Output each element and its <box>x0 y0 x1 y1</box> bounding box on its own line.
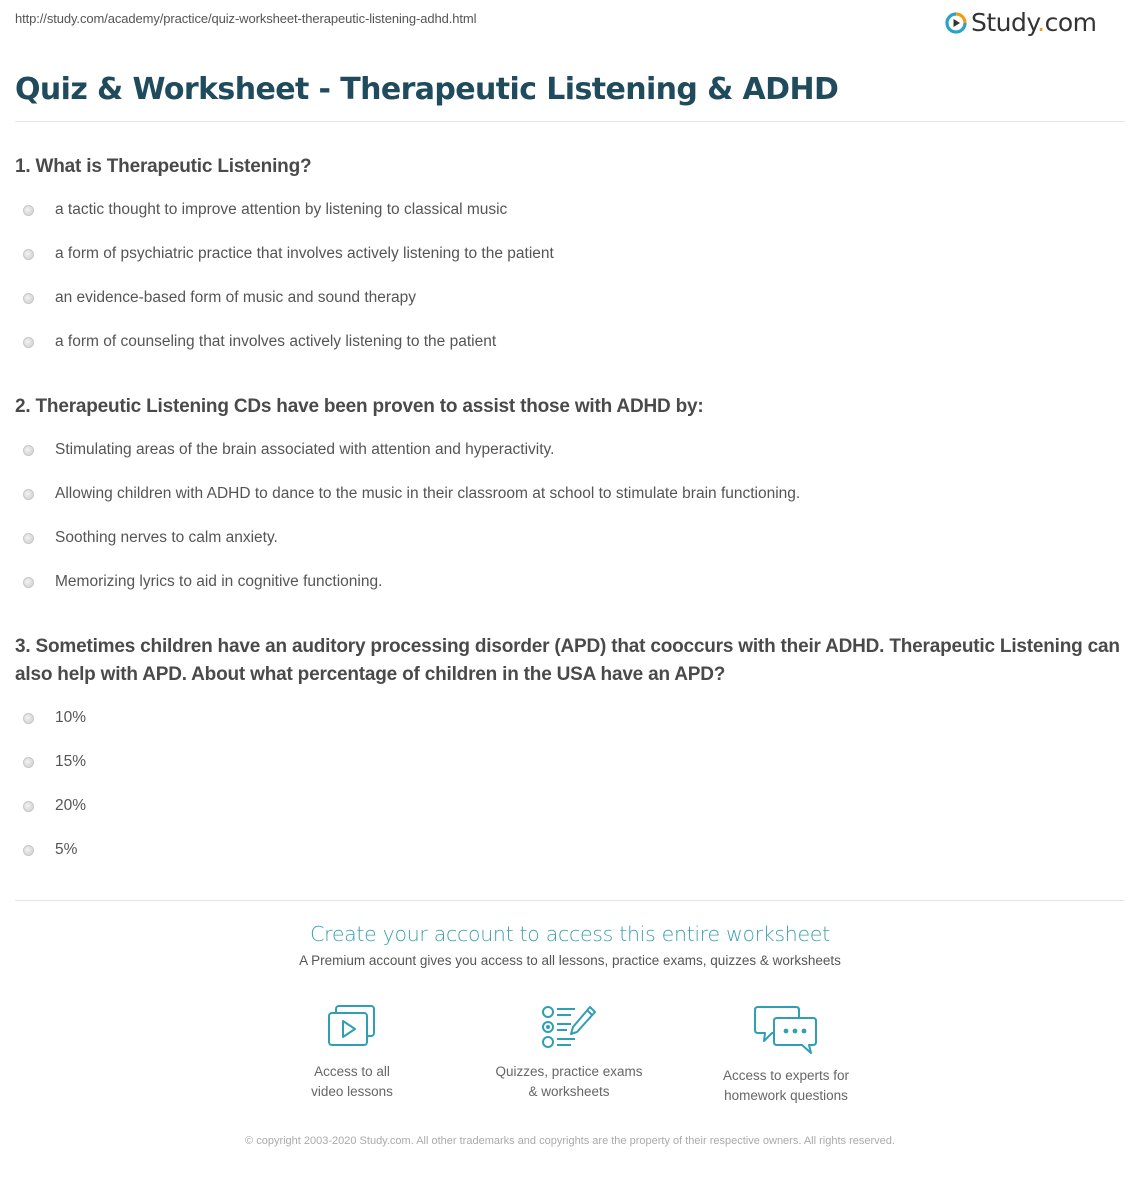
chat-bubbles-icon <box>754 1004 818 1054</box>
question-title: 3. Sometimes children have an auditory processing disorder (APD) that cooccurs with their ADHD. Therapeutic Listening can also help with APD. About what percentage of children in the USA have an APD? <box>15 636 1120 685</box>
question-1 <box>15 153 1125 364</box>
radio-button[interactable] <box>23 801 34 812</box>
copyright-footer: © copyright 2003-2020 Study.com. All other trademarks and copyrights are the property of their respective owners. All rights reserved. <box>245 1135 895 1147</box>
logo-wordmark: Study.com <box>971 8 1097 37</box>
radio-button[interactable] <box>23 249 34 260</box>
cta-subtitle: A Premium account gives you access to all lessons, practice exams, quizzes & worksheets <box>299 953 841 968</box>
page-url: http://study.com/academy/practice/quiz-worksheet-therapeutic-listening-adhd.html <box>15 11 477 26</box>
quiz-checklist-icon <box>541 1004 597 1050</box>
radio-button[interactable] <box>23 533 34 544</box>
feature-video-lessons: Access to all video lessons <box>252 1004 452 1102</box>
title-divider <box>15 121 1125 122</box>
study-logo[interactable] <box>945 8 1096 38</box>
feature-quizzes: Quizzes, practice exams & worksheets <box>469 1004 669 1102</box>
answer-choice[interactable]: a tactic thought to improve attention by listening to classical music <box>15 188 1125 232</box>
answer-choice[interactable]: 5% <box>15 828 1125 872</box>
page-title: Quiz & Worksheet - Therapeutic Listening & ADHD <box>15 72 839 107</box>
answer-choice[interactable]: Soothing nerves to calm anxiety. <box>15 516 1125 560</box>
radio-button[interactable] <box>23 445 34 456</box>
answer-choice[interactable]: 10% <box>15 696 1125 740</box>
radio-button[interactable] <box>23 489 34 500</box>
radio-button[interactable] <box>23 845 34 856</box>
answer-choice[interactable]: Allowing children with ADHD to dance to the music in their classroom at school to stimulate brain functioning. <box>15 472 1125 516</box>
radio-button[interactable] <box>23 757 34 768</box>
radio-button[interactable] <box>23 337 34 348</box>
answer-choice[interactable]: a form of counseling that involves actively listening to the patient <box>15 320 1125 364</box>
answer-choice[interactable]: 15% <box>15 740 1125 784</box>
question-title: 1. What is Therapeutic Listening? <box>15 156 312 177</box>
cta-divider <box>15 900 1125 901</box>
answer-choice[interactable]: a form of psychiatric practice that involves actively listening to the patient <box>15 232 1125 276</box>
question-3 <box>15 633 1125 872</box>
question-title: 2. Therapeutic Listening CDs have been proven to assist those with ADHD by: <box>15 396 704 417</box>
feature-experts: Access to experts for homework questions <box>686 1004 886 1106</box>
create-account-link[interactable]: Create your account to access this entire worksheet <box>310 922 830 946</box>
answer-choice[interactable]: Memorizing lyrics to aid in cognitive functioning. <box>15 560 1125 604</box>
answer-choice[interactable]: Stimulating areas of the brain associated with attention and hyperactivity. <box>15 428 1125 472</box>
radio-button[interactable] <box>23 713 34 724</box>
radio-button[interactable] <box>23 205 34 216</box>
video-lessons-icon <box>326 1004 378 1050</box>
radio-button[interactable] <box>23 577 34 588</box>
radio-button[interactable] <box>23 293 34 304</box>
play-circle-icon <box>945 12 967 34</box>
question-2 <box>15 393 1125 604</box>
answer-choice[interactable]: 20% <box>15 784 1125 828</box>
answer-choice[interactable]: an evidence-based form of music and sound therapy <box>15 276 1125 320</box>
